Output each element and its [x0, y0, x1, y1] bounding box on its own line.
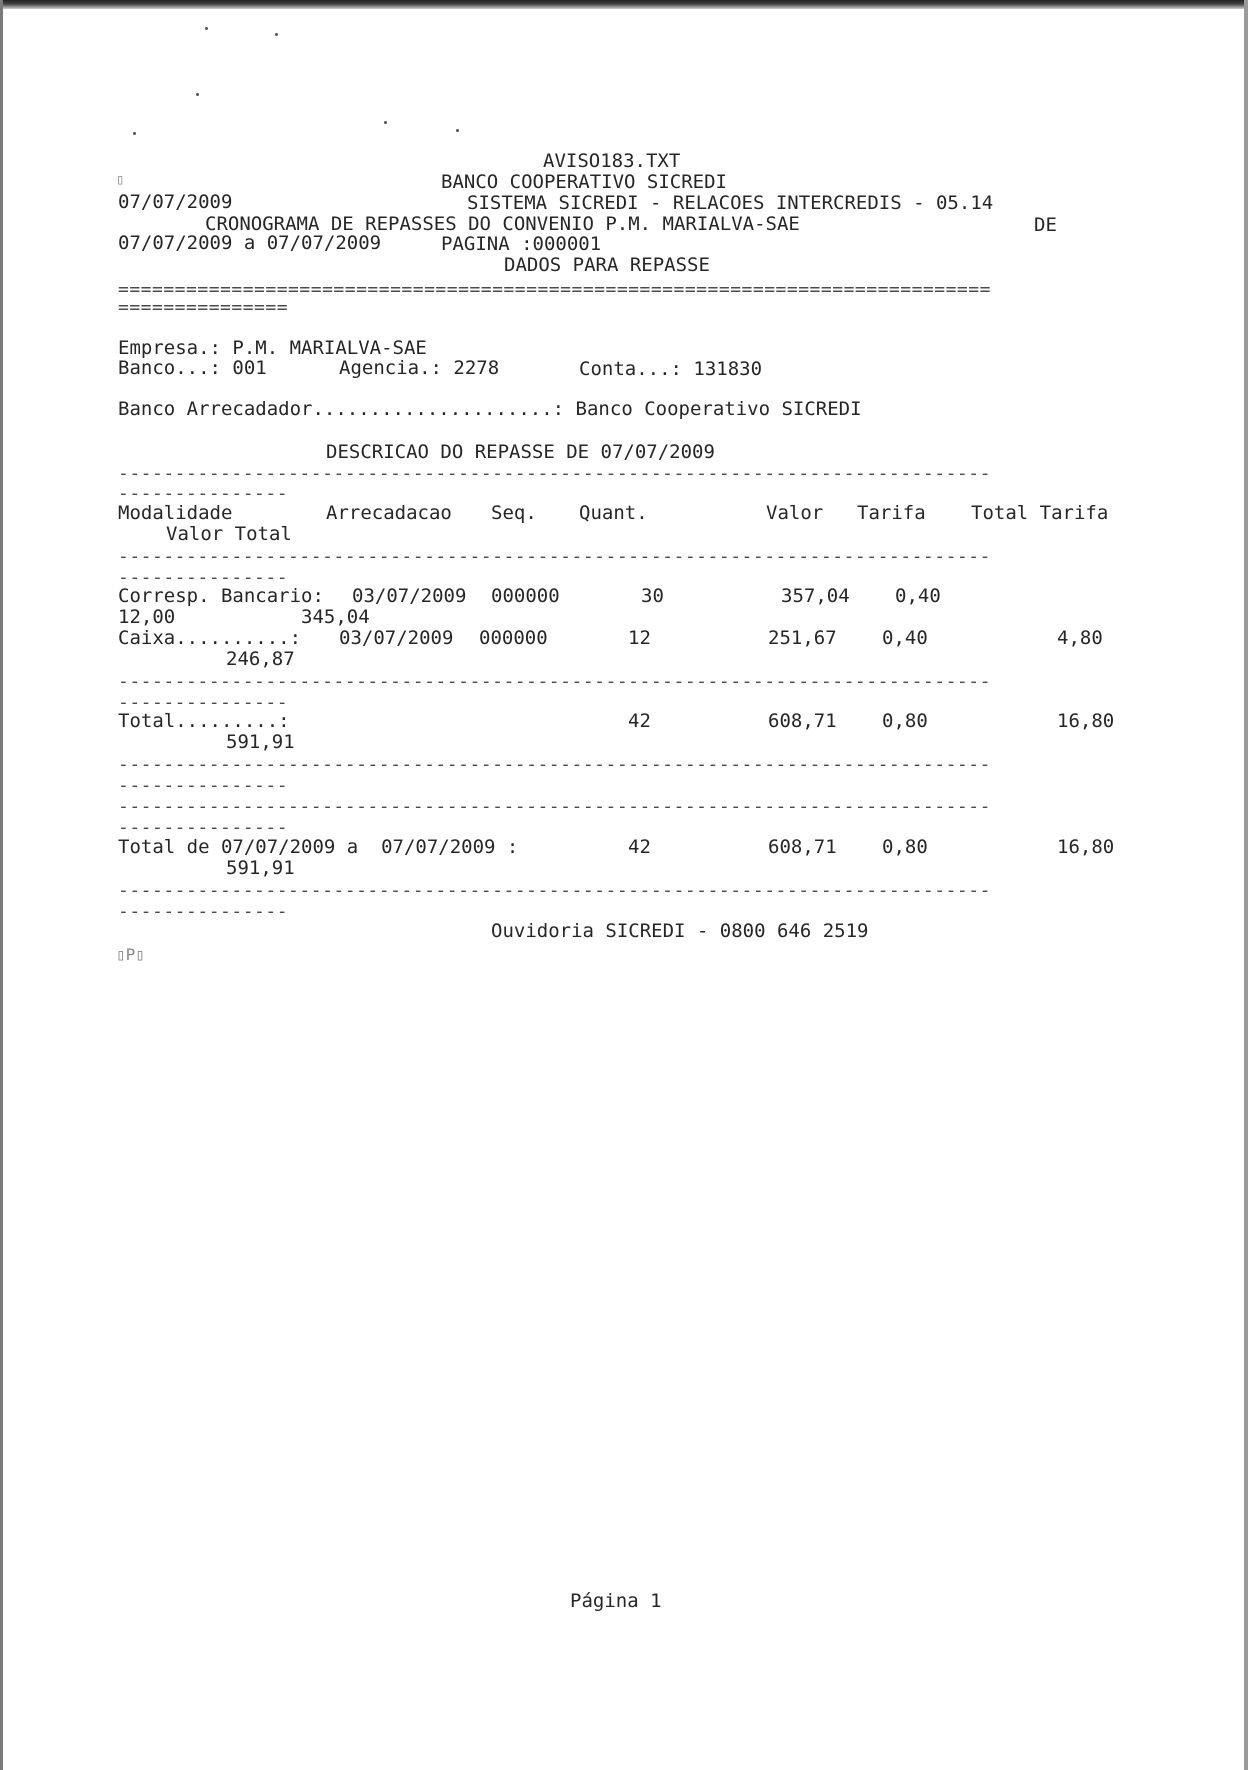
grand-total-valor: 608,71	[768, 836, 837, 858]
double-rule-short: ===============	[118, 297, 289, 318]
row-quant: 30	[641, 585, 664, 607]
agencia-field: Agencia.: 2278	[339, 357, 500, 379]
row-valor: 357,04	[781, 585, 850, 607]
total-valor: 608,71	[768, 710, 837, 732]
row-quant: 12	[628, 627, 651, 649]
dash-rule: -----------------------------------------------------------------------------	[118, 880, 991, 901]
total-valor-total: 591,91	[226, 731, 295, 753]
row-valor: 251,67	[768, 627, 837, 649]
double-rule: =============================================================================	[118, 279, 991, 300]
scan-right-edge	[1244, 0, 1248, 1770]
row-tarifa: 0,40	[895, 585, 941, 607]
bank-name: BANCO COOPERATIVO SICREDI	[441, 171, 727, 193]
schedule-title: CRONOGRAMA DE REPASSES DO CONVENIO P.M. MARIALVA-SAE	[205, 213, 800, 235]
total-tarifa: 0,80	[882, 710, 928, 732]
scan-left-edge	[0, 0, 3, 1770]
banco-arrecadador-line: Banco Arrecadador.....................: Banco Cooperativo SICREDI	[118, 398, 862, 420]
scan-top-edge	[0, 0, 1248, 9]
grand-total-tarifa: 0,80	[882, 836, 928, 858]
dash-rule: -----------------------------------------------------------------------------	[118, 546, 991, 567]
row-valor-total: 345,04	[301, 606, 370, 628]
col-header-valor-total: Valor Total	[166, 523, 292, 545]
page-footer: Página 1	[570, 1590, 662, 1612]
col-header-seq: Seq.	[491, 502, 537, 524]
empresa-line: Empresa.: P.M. MARIALVA-SAE	[118, 337, 427, 359]
scan-speck	[205, 27, 208, 30]
row-date: 03/07/2009	[352, 585, 467, 607]
system-title: SISTEMA SICREDI - RELACOES INTERCREDIS - 05.14	[467, 192, 994, 214]
dash-rule-short: ---------------	[118, 775, 289, 796]
dash-rule: -----------------------------------------------------------------------------	[118, 463, 991, 484]
row-modalidade: Caixa..........:	[118, 627, 302, 649]
report-date: 07/07/2009	[118, 191, 233, 213]
grand-total-label: Total de 07/07/2009 a 07/07/2009 :	[118, 836, 519, 858]
scan-speck	[456, 129, 459, 132]
de-label: DE	[1034, 214, 1057, 236]
row-total-tarifa: 12,00	[118, 606, 176, 628]
total-quant: 42	[628, 710, 651, 732]
dash-rule-short: ---------------	[118, 901, 289, 922]
control-char-glyph: ▯	[116, 172, 125, 188]
dash-rule-short: ---------------	[118, 817, 289, 838]
end-marker: ▯P▯	[116, 945, 145, 964]
grand-total-valor-total: 591,91	[226, 857, 295, 879]
scan-speck	[275, 33, 278, 36]
col-header-modalidade: Modalidade	[118, 502, 233, 524]
grand-total-quant: 42	[628, 836, 651, 858]
dash-rule: -----------------------------------------------------------------------------	[118, 754, 991, 775]
col-header-total-tarifa: Total Tarifa	[971, 502, 1109, 524]
section-title: DADOS PARA REPASSE	[504, 254, 710, 276]
scan-speck	[384, 121, 387, 124]
dash-rule-short: ---------------	[118, 567, 289, 588]
banco-field: Banco...: 001	[118, 357, 267, 379]
row-seq: 000000	[491, 585, 560, 607]
total-total-tarifa: 16,80	[1057, 710, 1115, 732]
ouvidoria-line: Ouvidoria SICREDI - 0800 646 2519	[491, 920, 869, 942]
period: 07/07/2009 a 07/07/2009	[118, 232, 382, 254]
scan-speck	[133, 132, 136, 135]
row-total-tarifa: 4,80	[1057, 627, 1103, 649]
row-valor-total: 246,87	[226, 648, 295, 670]
row-tarifa: 0,40	[882, 627, 928, 649]
description-title: DESCRICAO DO REPASSE DE 07/07/2009	[326, 441, 715, 463]
scan-speck	[196, 93, 199, 96]
dash-rule: -----------------------------------------------------------------------------	[118, 796, 991, 817]
row-seq: 000000	[479, 627, 548, 649]
col-header-valor: Valor	[766, 502, 824, 524]
dash-rule-short: ---------------	[118, 692, 289, 713]
row-modalidade: Corresp. Bancario:	[118, 585, 324, 607]
col-header-tarifa: Tarifa	[857, 502, 926, 524]
row-date: 03/07/2009	[339, 627, 454, 649]
file-name: AVISO183.TXT	[543, 150, 681, 172]
col-header-arrecadacao: Arrecadacao	[326, 502, 452, 524]
dash-rule: -----------------------------------------------------------------------------	[118, 671, 991, 692]
page-number: PAGINA :000001	[441, 233, 602, 255]
grand-total-total-tarifa: 16,80	[1057, 836, 1115, 858]
col-header-quant: Quant.	[579, 502, 648, 524]
dash-rule-short: ---------------	[118, 483, 289, 504]
total-label: Total.........:	[118, 710, 290, 732]
conta-field: Conta...: 131830	[579, 358, 763, 380]
